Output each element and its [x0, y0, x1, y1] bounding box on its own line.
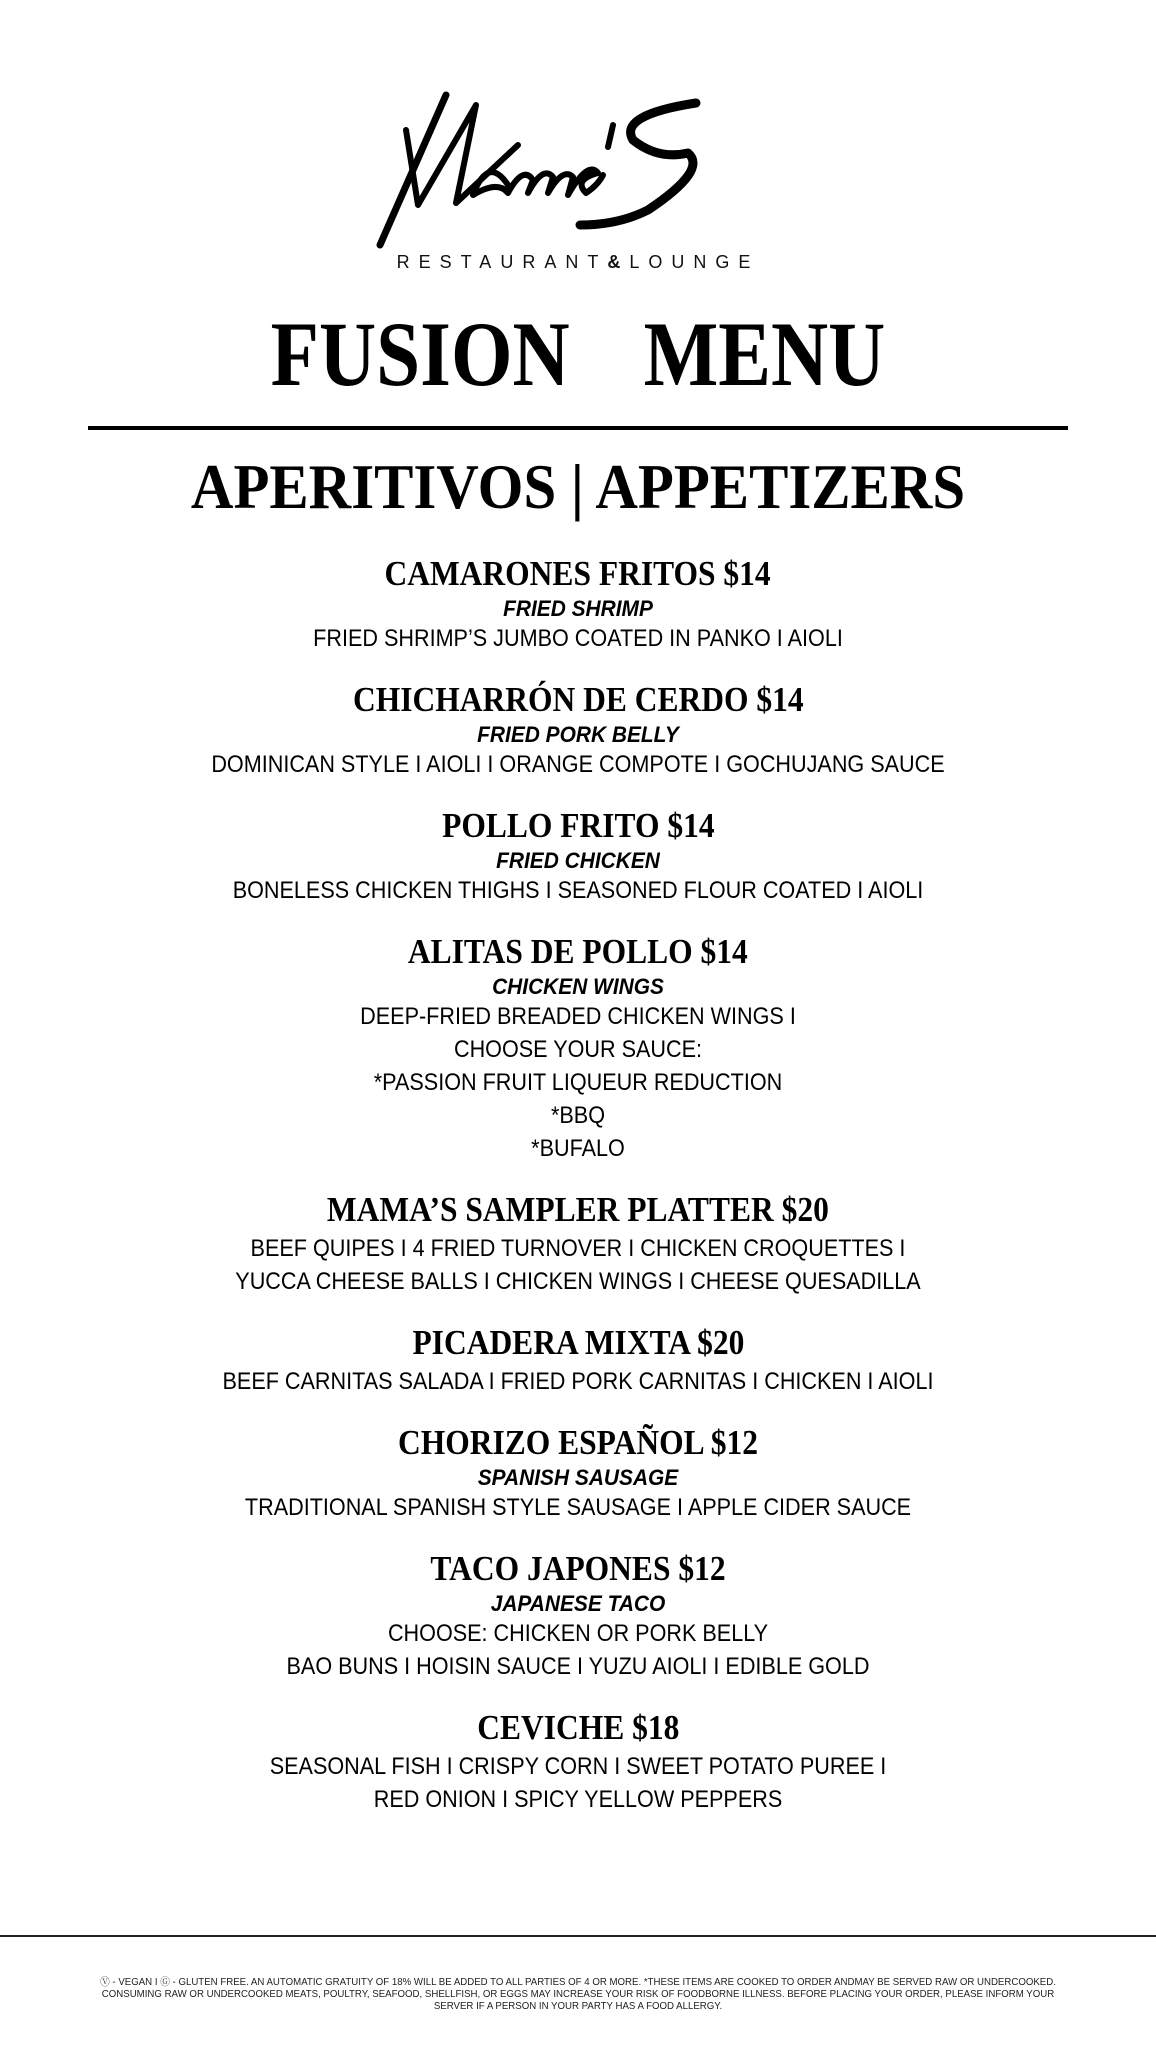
item-description-line: TRADITIONAL SPANISH STYLE SAUSAGE I APPLE CIDER SAUCE: [244, 1494, 912, 1521]
item-english-name: FRIED PORK BELLY: [477, 722, 679, 747]
item-description-line: *PASSION FRUIT LIQUEUR REDUCTION: [373, 1069, 783, 1096]
item-description-line: *BUFALO: [531, 1135, 625, 1162]
item-description-line: DEEP-FRIED BREADED CHICKEN WINGS I: [360, 1003, 796, 1030]
menu-item: [0, 678, 1156, 781]
item-english-name: FRIED CHICKEN: [496, 848, 660, 873]
item-description-line: BEEF QUIPES I 4 FRIED TURNOVER I CHICKEN CROQUETTES I: [250, 1235, 906, 1262]
item-description-line: RED ONION I SPICY YELLOW PEPPERS: [373, 1786, 783, 1813]
item-description-line: SEASONAL FISH I CRISPY CORN I SWEET POTATO PUREE I: [269, 1753, 887, 1780]
footer-divider: [0, 1935, 1156, 1937]
menu-item: [0, 1421, 1156, 1524]
item-name-price: CHICHARRÓN DE CERDO $14: [352, 680, 804, 719]
restaurant-logo: [0, 85, 1156, 275]
item-description-line: BONELESS CHICKEN THIGHS I SEASONED FLOUR COATED I AIOLI: [232, 877, 924, 904]
logo-restaurant-text: RESTAURANT: [396, 252, 608, 272]
item-name-price: CHORIZO ESPAÑOL $12: [397, 1423, 758, 1462]
menu-item: [0, 1706, 1156, 1816]
footer-line-2: CONSUMING RAW OR UNDERCOOKED MEATS, POULTRY, SEAFOOD, SHELLFISH, OR EGGS MAY INCREASE YOUR RISK OF FOODBORNE ILLNESS. BEFORE PLACING YOUR ORDER, PLEASE INFORM YOUR: [101, 1988, 1055, 2000]
item-name-price: CAMARONES FRITOS $14: [384, 554, 772, 593]
item-english-name: JAPANESE TACO: [490, 1591, 666, 1616]
page-title: FUSION MENU: [270, 303, 886, 405]
item-english-name: FRIED SHRIMP: [503, 596, 653, 621]
menu-item: [0, 1321, 1156, 1398]
menu-item: [0, 930, 1156, 1165]
item-name-price: MAMA’S SAMPLER PLATTER $20: [327, 1190, 829, 1229]
item-name-price: POLLO FRITO $14: [441, 806, 715, 845]
logo-ampersand: &: [607, 252, 630, 272]
title-divider: [88, 426, 1068, 430]
item-description-line: YUCCA CHEESE BALLS I CHICKEN WINGS I CHEESE QUESADILLA: [235, 1268, 921, 1295]
item-description-line: BEEF CARNITAS SALADA I FRIED PORK CARNITAS I CHICKEN I AIOLI: [222, 1368, 934, 1395]
item-name-price: TACO JAPONES $12: [430, 1549, 726, 1588]
item-name-price: ALITAS DE POLLO $14: [408, 932, 748, 971]
item-name-price: CEVICHE $18: [476, 1708, 680, 1747]
menu-items-list: [0, 552, 1156, 1839]
item-english-name: CHICKEN WINGS: [492, 974, 664, 999]
item-description-line: DOMINICAN STYLE I AIOLI I ORANGE COMPOTE I GOCHUJANG SAUCE: [211, 751, 945, 778]
logo-subtitle: [0, 252, 1156, 273]
item-description-line: FRIED SHRIMP’S JUMBO COATED IN PANKO I AIOLI: [313, 625, 843, 652]
item-description-line: CHOOSE YOUR SAUCE:: [453, 1036, 703, 1063]
logo-lounge-text: LOUNGE: [629, 252, 760, 272]
item-description-line: CHOOSE: CHICKEN OR PORK BELLY: [387, 1620, 769, 1647]
menu-item: [0, 552, 1156, 655]
footer-disclaimer: [65, 1976, 1092, 2012]
item-description-line: BAO BUNS I HOISIN SAUCE I YUZU AIOLI I EDIBLE GOLD: [286, 1653, 870, 1680]
section-heading: APERITIVOS | APPETIZERS: [190, 451, 966, 522]
menu-item: [0, 1547, 1156, 1683]
menu-item: [0, 1188, 1156, 1298]
item-name-price: PICADERA MIXTA $20: [412, 1323, 744, 1362]
menu-item: [0, 804, 1156, 907]
footer-line-1: Ⓥ - VEGAN I Ⓖ - GLUTEN FREE. AN AUTOMATIC GRATUITY OF 18% WILL BE ADDED TO ALL PARTIES OF 4 OR MORE. *THESE ITEMS ARE COOKED TO ORDER ANDMAY BE SERVED RAW OR UNDERCOOKED.: [100, 1976, 1056, 1988]
item-description-line: *BBQ: [550, 1102, 606, 1129]
mamas-script-logo-icon: [358, 85, 798, 255]
item-english-name: SPANISH SAUSAGE: [477, 1465, 679, 1490]
footer-line-3: SERVER IF A PERSON IN YOUR PARTY HAS A FOOD ALLERGY.: [433, 2000, 723, 2012]
